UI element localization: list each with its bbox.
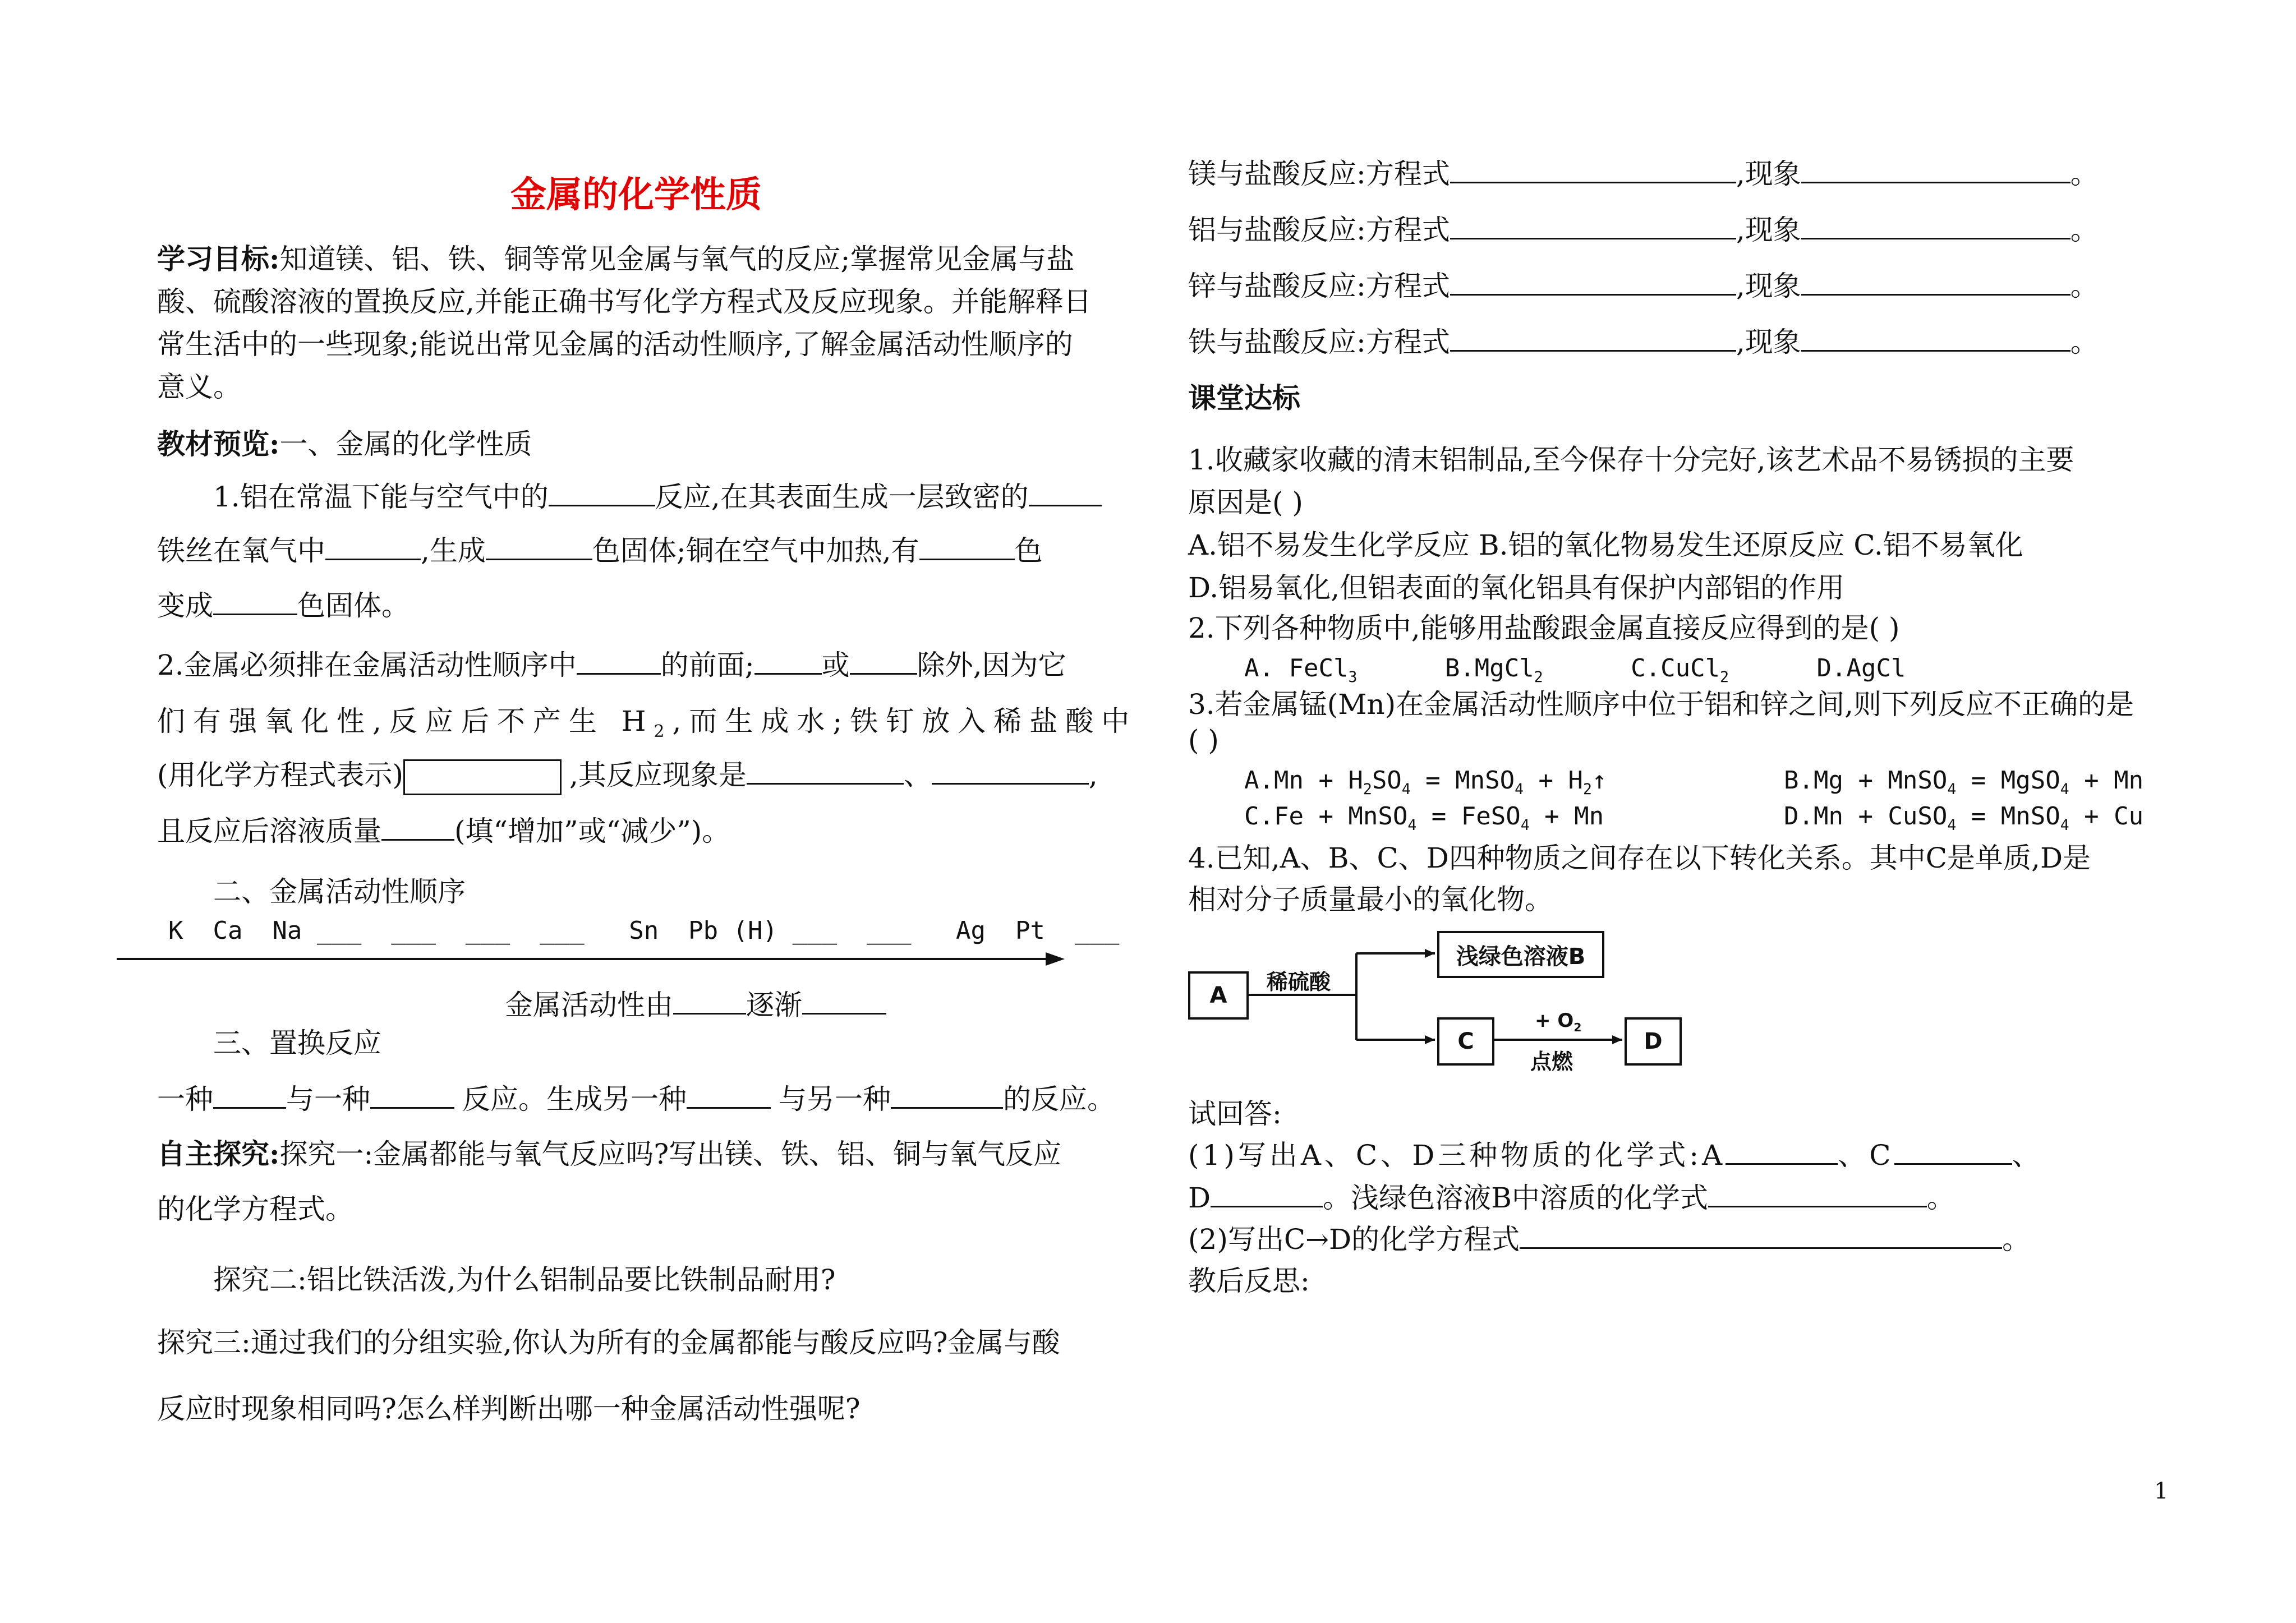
problem-1-line-1: 1.收藏家收藏的清末铝制品,至今保存十分完好,该艺术品不易锈损的主要: [1188, 444, 2074, 476]
goal-line-1: [157, 242, 1074, 276]
acid-row: [1188, 157, 2099, 191]
activity-line: [505, 988, 886, 1022]
q2-text-j: ,: [1088, 759, 1098, 791]
box-b: 浅绿色溶液B: [1437, 931, 1604, 978]
blank[interactable]: [747, 758, 904, 785]
answer-1-text-c: 、: [2012, 1139, 2044, 1172]
q1-text-a: 1.铝在常温下能与空气中的: [213, 481, 549, 513]
equation-part: + Mn: [1529, 802, 1604, 831]
blank[interactable]: [1450, 157, 1736, 183]
activity-text-b: 逐渐: [746, 989, 802, 1021]
oxygen-label: [1535, 1009, 1581, 1034]
answer-2-line: [1188, 1223, 2030, 1256]
equation-part: = MnSO: [1410, 766, 1515, 795]
blank[interactable]: [1450, 269, 1736, 296]
ignite-label: 点燃: [1530, 1049, 1573, 1074]
acid-row: [1188, 269, 2099, 303]
blank[interactable]: [673, 988, 746, 1015]
blank[interactable]: [932, 758, 1089, 785]
subscript: 4: [1520, 816, 1530, 834]
blank[interactable]: [754, 648, 822, 675]
acid-row-end: 。: [2070, 326, 2099, 358]
q2-text-b: 的前面;: [660, 649, 754, 681]
blank[interactable]: [1520, 1230, 2002, 1249]
page-number: 1: [2154, 1478, 2169, 1504]
subscript: 4: [2060, 816, 2069, 834]
q1-text-b: 反应,在其表面生成一层致密的: [655, 481, 1029, 513]
acid-row-label: 锌与盐酸反应:方程式: [1188, 270, 1450, 302]
equation-part: ↑: [1591, 766, 1607, 795]
acid-row: [1188, 325, 2099, 359]
equation-part: = MnSO: [1956, 802, 2060, 831]
goal-text-1: 知道镁、铝、铁、铜等常见金属与氧气的反应;掌握常见金属与盐: [279, 243, 1075, 275]
disp-text-b: 与一种: [286, 1083, 370, 1115]
problem-3-line-2: ( ): [1188, 724, 1219, 757]
acid-row-label: 铝与盐酸反应:方程式: [1188, 214, 1450, 246]
equation-part: = FeSO: [1416, 802, 1521, 831]
acid-row-sep: ,现象: [1736, 326, 1801, 358]
subscript: 4: [1407, 816, 1417, 834]
subscript: 2: [1534, 668, 1543, 686]
box-d: D: [1625, 1017, 1682, 1066]
disp-text-a: 一种: [157, 1083, 213, 1115]
answer-1-line-1: [1188, 1138, 2044, 1172]
q1-text-e: 色固体;铜在空气中加热,有: [592, 534, 919, 567]
acid-row-end: 。: [2070, 214, 2099, 246]
answer-2-text-a: (2)写出C→D的化学方程式: [1188, 1223, 1520, 1256]
problem-2: 2.下列各种物质中,能够用盐酸跟金属直接反应得到的是( ): [1188, 612, 1900, 644]
blank[interactable]: [577, 648, 661, 675]
blank[interactable]: [687, 1082, 771, 1109]
equation-part: SO: [1372, 766, 1402, 795]
blank[interactable]: [1801, 213, 2070, 239]
disp-text-e: 的反应。: [1003, 1083, 1115, 1115]
subscript: 4: [1947, 816, 1957, 834]
blank[interactable]: [1801, 157, 2070, 183]
equation-part: = MgSO: [1956, 766, 2060, 795]
answer-1-text-e: 。浅绿色溶液B中溶质的化学式: [1323, 1182, 1708, 1214]
subscript: 4: [1515, 780, 1524, 798]
acid-row-sep: ,现象: [1736, 158, 1801, 190]
blank[interactable]: [1801, 325, 2070, 352]
goal-line-4: 意义。: [157, 371, 241, 403]
subscript: 4: [2060, 780, 2069, 798]
disp-text-c: 反应。生成另一种: [462, 1083, 687, 1115]
q2-line-2: [157, 704, 1137, 749]
blank[interactable]: [381, 814, 454, 841]
acid-label: 稀硫酸: [1267, 970, 1331, 994]
blank[interactable]: [325, 534, 421, 560]
blank[interactable]: [1801, 269, 2070, 296]
blank[interactable]: [1029, 480, 1102, 506]
subscript: 2: [1573, 1020, 1582, 1034]
problem-3-option-d: [1784, 800, 2143, 842]
q1-text-d: ,生成: [421, 534, 486, 567]
q1-line-3: [157, 589, 409, 623]
q2-text-d: 除外,因为它: [917, 649, 1066, 681]
acid-row: [1188, 213, 2099, 247]
answer-heading: 试回答:: [1188, 1098, 1282, 1130]
section-3-heading: 三、置换反应: [213, 1027, 381, 1059]
preview-heading: 一、金属的化学性质: [279, 428, 532, 460]
subscript: 4: [1947, 780, 1957, 798]
equation-part: + Cu: [2069, 802, 2144, 831]
blank[interactable]: [802, 988, 886, 1015]
blank[interactable]: [1450, 213, 1736, 239]
q2-line-4: [157, 814, 730, 848]
answer-2-text-b: 。: [2002, 1223, 2031, 1256]
equation-part: + Mn: [2069, 766, 2144, 795]
problem-1-options-1: A.铝不易发生化学反应 B.铝的氧化物易发生还原反应 C.铝不易氧化: [1188, 529, 2023, 561]
h2-formula: H: [621, 705, 654, 737]
activity-arrow: [117, 948, 1070, 970]
goal-line-3: 常生活中的一些现象;能说出常见金属的活动性顺序,了解金属活动性顺序的: [157, 328, 1073, 361]
problem-1-options-2: D.铝易氧化,但铝表面的氧化铝具有保护内部铝的作用: [1188, 571, 1845, 604]
section-2-heading: 二、金属活动性顺序: [213, 875, 466, 908]
subscript: 2: [1363, 780, 1372, 798]
subscript: 2: [1582, 780, 1592, 798]
problem-1-line-2: 原因是( ): [1188, 486, 1303, 519]
blank[interactable]: [891, 1082, 1003, 1109]
q1-line-1: [213, 480, 1102, 514]
problem-3-option-c: [1244, 800, 1604, 842]
equation-box[interactable]: [403, 759, 562, 795]
blank[interactable]: [213, 1082, 286, 1109]
q2-text-f: ,而生成水;铁钉放入稀盐酸中: [672, 705, 1138, 737]
equation-part: A.Mn + H: [1244, 766, 1363, 795]
q2-text-i: 、: [903, 759, 932, 791]
explore-3-line-2: 反应时现象相同吗?怎么样判断出哪一种金属活动性强呢?: [157, 1393, 861, 1425]
equation-part: B.Mg + MnSO: [1784, 766, 1948, 795]
acid-row-sep: ,现象: [1736, 270, 1801, 302]
equation-part: D.Mn + CuSO: [1784, 802, 1948, 831]
activity-text-a: 金属活动性由: [505, 989, 673, 1021]
q2-text-k: 且反应后溶液质量: [157, 815, 381, 847]
q2-text-l: (填“增加”或“减少”)。: [454, 815, 730, 847]
blank[interactable]: [549, 480, 655, 506]
subscript: 4: [1401, 780, 1411, 798]
equation-part: + H: [1524, 766, 1583, 795]
answer-1-line-2: [1188, 1181, 1955, 1215]
q2-text-g: (用化学方程式表示): [157, 759, 404, 791]
answer-1-text-d: D: [1188, 1182, 1211, 1214]
explore-3-line-1: 探究三:通过我们的分组实验,你认为所有的金属都能与酸反应吗?金属与酸: [157, 1326, 1060, 1359]
q1-text-f: 色: [1014, 534, 1043, 567]
acid-row-sep: ,现象: [1736, 214, 1801, 246]
q1-text-h: 色固体。: [297, 589, 409, 622]
subscript: 2: [654, 722, 673, 741]
q2-line-1: [157, 648, 1066, 682]
blank[interactable]: [1894, 1146, 2012, 1165]
q1-line-2: [157, 534, 1043, 568]
q2-line-3: [157, 758, 1098, 795]
q1-text-g: 变成: [157, 589, 213, 622]
blank[interactable]: [486, 534, 592, 560]
box-a: A: [1188, 971, 1249, 1020]
displacement-line: [157, 1082, 1115, 1116]
blank[interactable]: [1726, 1146, 1838, 1165]
option-a: A. FeCl: [1244, 654, 1349, 683]
option-c: C.CuCl: [1631, 654, 1720, 683]
acid-row-label: 镁与盐酸反应:方程式: [1188, 158, 1450, 190]
problem-4-line-2: 相对分子质量最小的氧化物。: [1188, 883, 1553, 916]
equation-part: C.Fe + MnSO: [1244, 802, 1408, 831]
blank[interactable]: [370, 1082, 454, 1109]
reflection-label: 教后反思:: [1188, 1265, 1310, 1297]
blank[interactable]: [919, 534, 1015, 560]
blank[interactable]: [850, 648, 917, 675]
acid-row-label: 铁与盐酸反应:方程式: [1188, 326, 1450, 358]
q1-text-c: 铁丝在氧气中: [157, 534, 325, 567]
conversion-diagram: [1188, 920, 1693, 1088]
explore-line-2: 的化学方程式。: [157, 1193, 353, 1225]
blank[interactable]: [1450, 325, 1736, 352]
explore-label: 自主探究:: [157, 1137, 280, 1170]
disp-text-d: 与另一种: [779, 1083, 891, 1115]
answer-1-text-b: 、C: [1838, 1139, 1894, 1172]
option-b: B.MgCl: [1444, 654, 1534, 683]
explore-2: 探究二:铝比铁活泼,为什么铝制品要比铁制品耐用?: [213, 1264, 836, 1296]
subscript: 3: [1348, 668, 1358, 686]
activity-series: K Ca Na ___ ___ ___ ___ Sn Pb (H) ___ ___ Ag Pt ___: [168, 916, 1120, 945]
problem-3-line-1: 3.若金属锰(Mn)在金属活动性顺序中位于铝和锌之间,则下列反应不正确的是: [1188, 688, 2134, 721]
box-c: C: [1437, 1017, 1494, 1066]
q2-text-e: 们有强氧化性,反应后不产生: [157, 705, 605, 737]
blank[interactable]: [1708, 1189, 1927, 1207]
option-d: D.AgCl: [1816, 654, 1906, 683]
preview-label: 教材预览:: [157, 427, 280, 460]
acid-row-end: 。: [2070, 270, 2099, 302]
q2-text-c: 或: [821, 649, 850, 681]
explore-1-text: 探究一:金属都能与氧气反应吗?写出镁、铁、铝、铜与氧气反应: [279, 1138, 1062, 1170]
blank[interactable]: [213, 589, 297, 615]
subscript: 2: [1720, 668, 1729, 686]
answer-1-text-a: (1)写出A、C、D三种物质的化学式:A: [1188, 1139, 1726, 1172]
goal-label: 学习目标:: [157, 242, 280, 275]
page-title: 金属的化学性质: [510, 174, 762, 216]
problem-4-line-1: 4.已知,A、B、C、D四种物质之间存在以下转化关系。其中C是单质,D是: [1188, 842, 2091, 874]
answer-1-text-f: 。: [1926, 1182, 1955, 1214]
blank[interactable]: [1211, 1189, 1323, 1207]
class-heading: 课堂达标: [1188, 381, 1300, 414]
acid-row-end: 。: [2070, 158, 2099, 190]
oxygen-text: + O: [1535, 1009, 1574, 1032]
q2-text-h: ,其反应现象是: [569, 759, 747, 791]
goal-line-2: 酸、硫酸溶液的置换反应,并能正确书写化学方程式及反应现象。并能解释日: [157, 285, 1092, 318]
preview-line: [157, 427, 532, 461]
q2-text-a: 2.金属必须排在金属活动性顺序中: [157, 649, 577, 681]
explore-line-1: [157, 1137, 1061, 1171]
